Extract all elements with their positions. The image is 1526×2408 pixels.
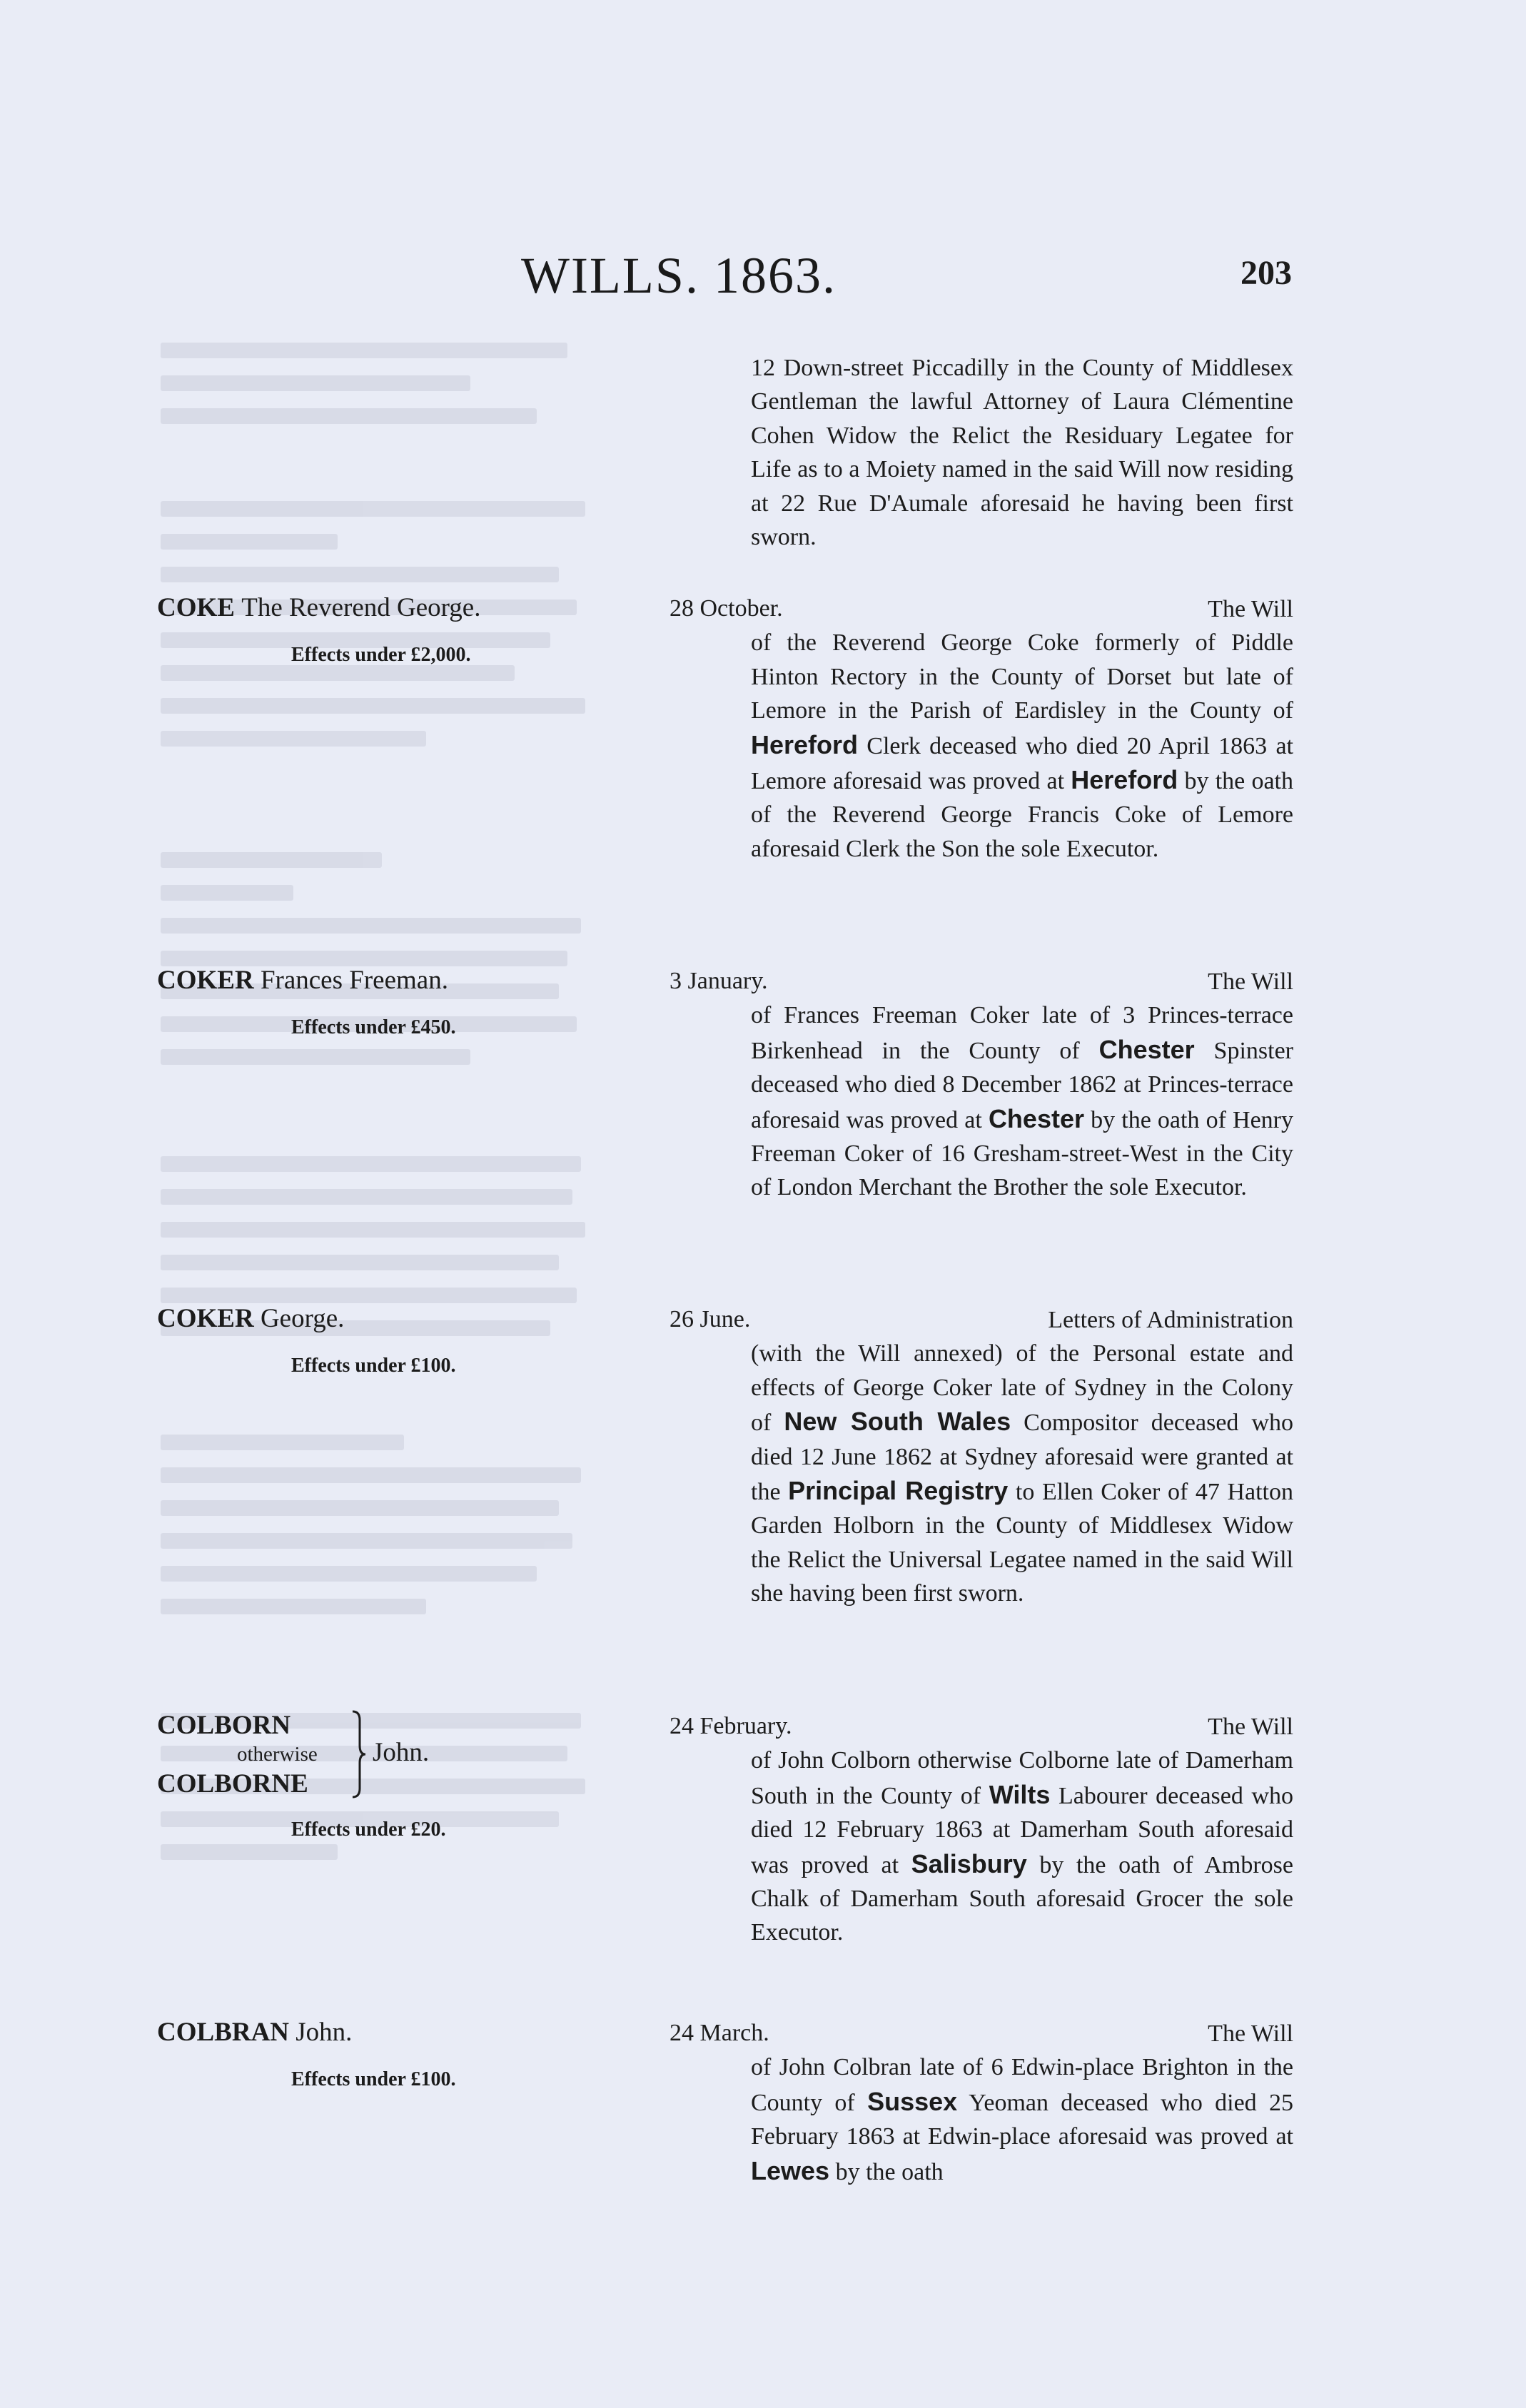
entry-surname: COLBRAN: [157, 2018, 290, 2047]
place-name: Chester: [1098, 1034, 1195, 1064]
entry-effects: Effects under £450.: [291, 1016, 456, 1038]
entry-opening: The Will: [1208, 1714, 1293, 1740]
entry-opening: The Will: [1208, 968, 1293, 995]
entry-effects: Effects under £2,000.: [291, 644, 471, 666]
alias-surname-second: COLBORNE: [157, 1769, 308, 1799]
alias-surname-first: COLBORN: [157, 1711, 291, 1740]
entry-given-name: John.: [373, 1738, 430, 1767]
entry-name: [157, 1303, 344, 1334]
entry-date: 3 January.: [669, 968, 768, 994]
entry-text-run: by the oath of the Reverend George Francis Coke of Lemore aforesaid Clerk the Son the sole Executor.: [751, 768, 1293, 862]
alias-connector: otherwise: [237, 1743, 318, 1766]
entry-effects: Effects under £100.: [291, 2068, 456, 2090]
entry-text-run: by the oath of Ambrose Chalk of Damerham South aforesaid Grocer the sole Executor.: [751, 1851, 1293, 1946]
entry-body: [751, 965, 1293, 1205]
entry-surname: COKER: [157, 966, 254, 995]
entry-text-run: of John Colborn otherwise Colborne late of Damerham South in the County of: [751, 1747, 1293, 1809]
entry-date: 24 March.: [669, 2020, 769, 2046]
page-title: WILLS. 1863.: [521, 247, 837, 304]
entry-name: [157, 2017, 352, 2048]
entry-text-run: by the oath of Henry Freeman Coker of 16 Gresham-street-West in the City of London Merchant the Brother the sole Executor.: [751, 1106, 1293, 1201]
continuation-text: 12 Down-street Piccadilly in the County of Middlesex Gentleman the lawful Attorney of Laura Clémentine Cohen Widow the Relict the Residuary Legatee for Life as to a Moiety named in the said Will now residing at 22 Rue D'Aumale aforesaid he having been first sworn.: [751, 355, 1293, 551]
entry-given-name: George.: [260, 1304, 345, 1333]
place-name: New South Wales: [784, 1407, 1011, 1437]
entry-text-run: to Ellen Coker of 47 Hatton Garden Holborn in the County of Middlesex Widow the Relict the Universal Legatee named in the said Will she having been first sworn.: [751, 1479, 1293, 1607]
entry-opening: The Will: [1208, 2020, 1293, 2047]
place-name: Lewes: [751, 2155, 830, 2185]
place-name: Sussex: [867, 2086, 958, 2116]
entry-text-run: Clerk deceased who died 20 April 1863 at Lemore aforesaid was proved at: [751, 732, 1293, 795]
entry-text: [751, 1744, 1293, 1949]
entry-body: [751, 1303, 1293, 1611]
entry-text: [751, 626, 1293, 866]
entry-text-run: by the oath: [829, 2158, 944, 2185]
entry-given-name: Frances Freeman.: [260, 966, 448, 995]
place-name: Salisbury: [911, 1848, 1027, 1878]
entry-given-name: John.: [295, 2018, 353, 2047]
entry-date: 26 June.: [669, 1306, 751, 1332]
entry-opening: The Will: [1208, 596, 1293, 622]
right-brace-icon: [351, 1710, 367, 1799]
entry-surname: COKER: [157, 1304, 254, 1333]
entry-text: [751, 1337, 1293, 1610]
entry-text-run: of the Reverend George Coke formerly of Piddle Hinton Rectory in the County of Dorset but late of Lemore in the Parish of Eardisley in the County of: [751, 629, 1293, 724]
place-name: Wilts: [989, 1779, 1051, 1809]
alias-name-block: [157, 1710, 471, 1803]
entry-text-run: Compositor deceased who died 12 June 1862 at Sydney aforesaid were granted at the: [751, 1410, 1294, 1506]
place-name: Hereford: [1071, 765, 1178, 795]
entry-name: [157, 965, 448, 996]
entry-body: [751, 2017, 1293, 2189]
entry-text-run: of John Colbran late of 6 Edwin-place Brighton in the County of: [751, 2054, 1293, 2116]
entry-date: 28 October.: [669, 595, 783, 622]
entry-effects: Effects under £100.: [291, 1355, 456, 1377]
entry-opening: Letters of Administration: [1048, 1307, 1293, 1333]
place-name: Principal Registry: [788, 1476, 1009, 1506]
entry-text-run: Yeoman deceased who died 25 February 1863 at Edwin-place aforesaid was proved at: [751, 2089, 1293, 2150]
entry-name: [157, 592, 480, 623]
place-name: Chester: [988, 1103, 1084, 1133]
entry-text-run: Labourer deceased who died 12 February 1863 at Damerham South aforesaid was proved at: [751, 1782, 1293, 1878]
entry-body: [751, 592, 1293, 866]
place-name: Hereford: [751, 729, 859, 759]
entry-effects: Effects under £20.: [291, 1818, 446, 1841]
entry-surname: COKE: [157, 593, 235, 622]
entry-date: 24 February.: [669, 1713, 792, 1739]
page-number: 203: [1240, 254, 1292, 292]
entry-text-run: Spinster deceased who died 8 December 1862 at Princes-terrace aforesaid was proved at: [751, 1037, 1293, 1133]
entry-given-name: The Reverend George.: [241, 593, 481, 622]
entry-body: [751, 1710, 1293, 1950]
entry-text: [751, 998, 1293, 1204]
entry-text: [751, 2050, 1293, 2189]
entry-text-run: of Frances Freeman Coker late of 3 Princes-terrace Birkenhead in the County of: [751, 1002, 1293, 1064]
entry-text-run: (with the Will annexed) of the Personal estate and effects of George Coker late of Sydney in the Colony of: [751, 1340, 1293, 1437]
